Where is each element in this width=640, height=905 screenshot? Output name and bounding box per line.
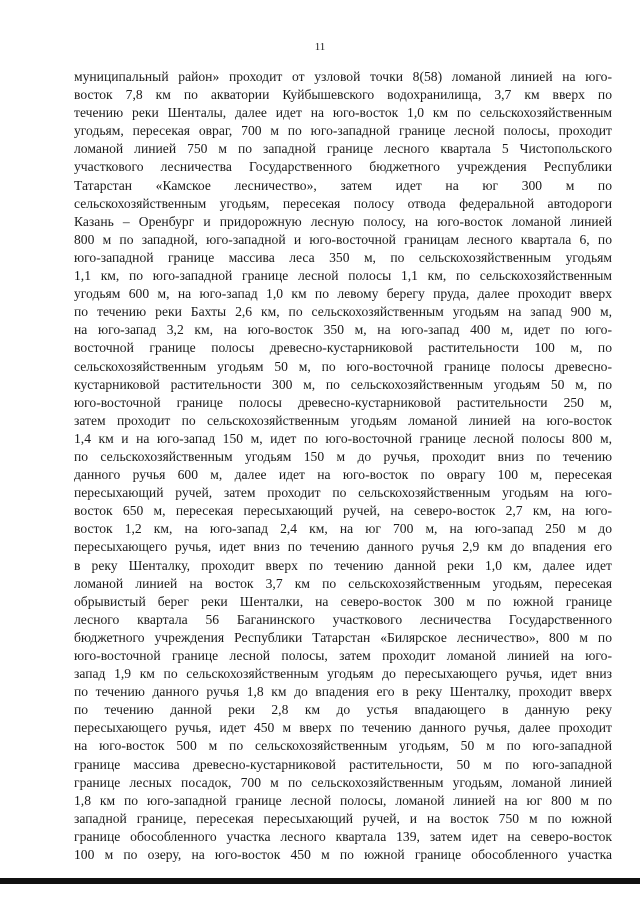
text-line: 800 м по западной, юго-западной и юго-восточной границам лесного квартала 6, по xyxy=(74,231,612,247)
text-line: обрывистый берег реки Шенталки, на северо-восток 300 м по южной границе xyxy=(74,593,612,609)
text-line: по сельскохозяйственным угодьям 150 м до ручья, проходит вниз по течению xyxy=(74,448,612,464)
text-line: восток 1,2 км, на юго-запад 2,4 км, на юг 700 м, на юго-запад 250 м до xyxy=(74,521,612,537)
text-line: 1,8 км по юго-западной границе лесной полосы, ломаной линией на юг 800 м по xyxy=(74,792,612,808)
text-line: юго-восточной границе полосы древесно-кустарниковой растительности 250 м, xyxy=(74,394,612,410)
text-line: 100 м по озеру, на юго-восток 450 м по южной границе обособленного участка xyxy=(74,847,612,863)
text-line: по течению реки Бахты 2,6 км, по сельскохозяйственным угодьям на запад 900 м, xyxy=(74,304,612,320)
text-line: муниципальный район» проходит от узловой точки 8(58) ломаной линией на юго- xyxy=(74,69,612,84)
text-line: восточной границе полосы древесно-кустарниковой растительности 100 м, по xyxy=(74,340,612,356)
text-line: лесного квартала 56 Баганинского участкового лесничества Государственного xyxy=(74,611,612,627)
text-line: восток 7,8 км по акватории Куйбышевского водохранилища, 3,7 км вверх по xyxy=(74,87,612,103)
text-line: 1,4 км и на юго-запад 150 м, идет по юго-восточной границе лесной полосы 800 м, xyxy=(74,430,612,446)
text-line: пересыхающего ручья, идет 450 м вверх по течению данного ручья, далее проходит xyxy=(74,720,612,736)
text-line: на юго-запад 3,2 км, на юго-восток 350 м, на юго-запад 400 м, идет по юго- xyxy=(74,322,612,338)
text-line: данного ручья 600 м, далее идет на юго-восток по оврагу 100 м, пересекая xyxy=(74,467,612,483)
text-line: юго-восточной границе лесной полосы, затем проходит ломаной линией на юго- xyxy=(74,648,612,663)
text-line: сельскохозяйственным угодьям 50 м, по юго-восточной границе полосы древесно- xyxy=(74,358,612,374)
text-line: пересыхающий ручей, затем проходит по сельскохозяйственным угодьям на юго- xyxy=(74,485,612,501)
text-line: течению реки Шенталы, далее идет на юго-восток 1,0 км по сельскохозяйственным xyxy=(74,105,612,121)
text-line: границе массива древесно-кустарниковой растительности, 50 м по юго-западной xyxy=(74,756,612,772)
scan-edge-bar xyxy=(0,878,640,884)
document-body-text xyxy=(74,68,612,864)
text-line: затем проходит по сельскохозяйственным угодьям ломаной линией на юго-восток xyxy=(74,412,612,428)
text-line: Татарстан «Камское лесничество», затем идет на юг 300 м по xyxy=(74,177,612,193)
text-line: юго-западной границе массива леса 350 м, по сельскохозяйственным угодьям xyxy=(74,249,612,265)
text-line: пересыхающего ручья, идет вниз по течению данного ручья 2,9 км до впадения его xyxy=(74,539,612,555)
text-line: по течению данной реки 2,8 км до устья впадающего в данную реку xyxy=(74,702,612,718)
text-line: 1,1 км, по юго-западной границе лесной полосы 1,1 км, по сельскохозяйственным xyxy=(74,268,612,284)
text-line: западной границе, пересекая пересыхающий ручей, и на восток 750 м по южной xyxy=(74,810,612,826)
text-line: Казань – Оренбург и придорожную лесную полосу, на юго-восток ломаной линией xyxy=(74,213,612,229)
text-line: восток 650 м, пересекая пересыхающий ручей, на северо-восток 2,7 км, на юго- xyxy=(74,503,612,519)
text-line: сельскохозяйственным угодьям, пересекая полосу отвода федеральной автодороги xyxy=(74,195,612,211)
text-line: запад 1,9 км по сельскохозяйственным угодьям до пересыхающего ручья, идет вниз xyxy=(74,666,612,682)
page-number: 11 xyxy=(314,41,326,53)
text-line: ломаной линией 750 м по западной границе лесного квартала 5 Чистопольского xyxy=(74,141,612,157)
text-line: угодьям 600 м, на юго-запад 1,0 км по левому берегу пруда, далее проходит вверх xyxy=(74,286,612,302)
text-line: угодьям, пересекая овраг, 700 м по юго-западной границе лесной полосы, проходит xyxy=(74,123,612,139)
text-line: по течению данного ручья 1,8 км до впадения его в реку Шенталку, проходит вверх xyxy=(74,684,612,700)
text-line: бюджетного учреждения Республики Татарстан «Билярское лесничество», 800 м по xyxy=(74,629,612,645)
text-line: на юго-восток 500 м по сельскохозяйственным угодьям, 50 м по юго-западной xyxy=(74,738,612,754)
text-line: участкового лесничества Государственного бюджетного учреждения Республики xyxy=(74,159,612,175)
text-line: границе обособленного участка лесного квартала 139, затем идет на северо-восток xyxy=(74,828,612,844)
text-line: ломаной линией на восток 3,7 км по сельскохозяйственным угодьям, пересекая xyxy=(74,575,612,591)
text-line: кустарниковой растительности 300 м, по сельскохозяйственным угодьям 50 м, по xyxy=(74,376,612,392)
text-line: границе лесных посадок, 700 м по сельскохозяйственным угодьям, ломаной линией xyxy=(74,774,612,790)
text-line: в реку Шенталку, проходит вверх по течению данной реки 1,0 км, далее идет xyxy=(74,557,612,573)
